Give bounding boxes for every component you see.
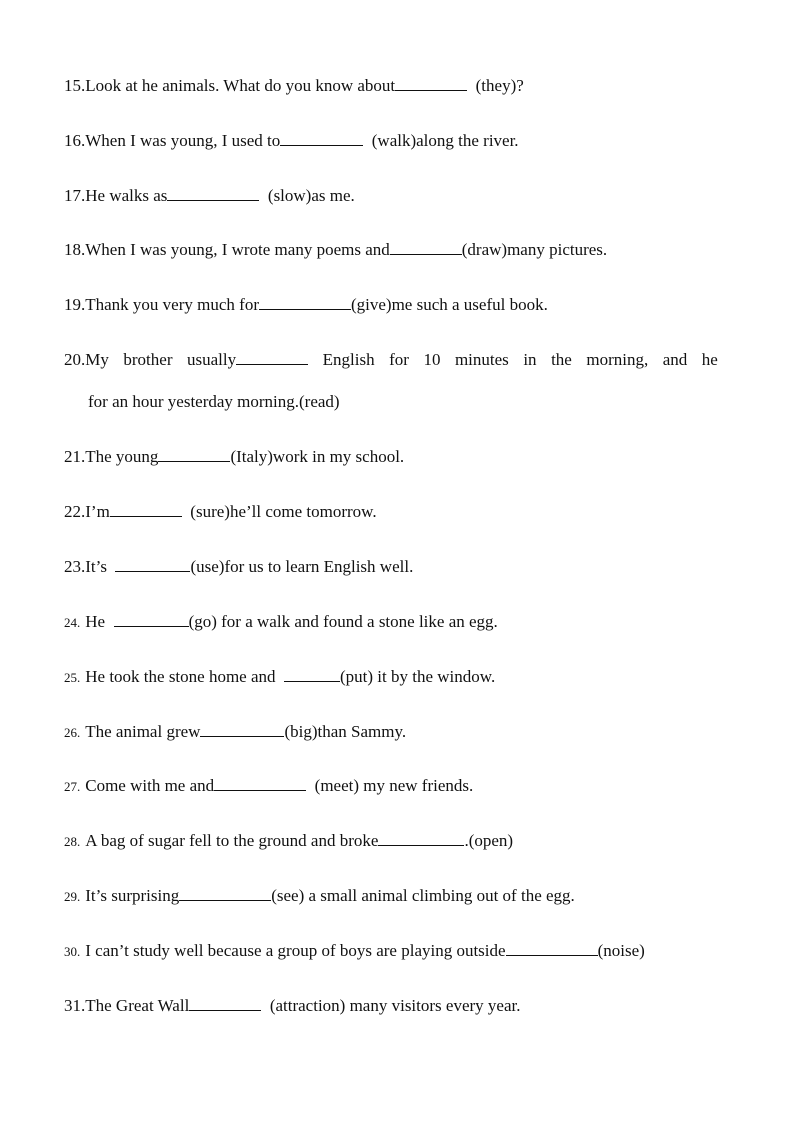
answer-blank[interactable] [390, 240, 462, 255]
question-text-before: It’s surprising [85, 886, 180, 905]
word: in [523, 350, 537, 369]
question-number: 27. [64, 779, 81, 794]
question-27 [64, 776, 724, 797]
question-text-before: I can’t study well because a group of boys are playing outside [85, 941, 506, 960]
question-19 [64, 295, 724, 315]
question-text-after: (use)for us to learn English well. [190, 557, 414, 576]
question-number: 29. [64, 889, 81, 904]
question-text-after: (sure)he’ll come tomorrow. [181, 502, 377, 521]
question-25 [64, 667, 724, 688]
answer-blank[interactable] [236, 350, 308, 365]
question-text-after: (see) a small animal climbing out of the egg. [271, 886, 575, 905]
question-text-before: He [85, 612, 114, 631]
question-number: 26. [64, 725, 81, 740]
question-23 [64, 557, 724, 577]
question-text-before: He took the stone home and [85, 667, 285, 686]
answer-blank[interactable] [378, 831, 464, 846]
question-text-after: (put) it by the window. [340, 667, 496, 686]
answer-blank[interactable] [114, 612, 189, 627]
question-text-before: When I was young, I used to [85, 131, 281, 150]
answer-blank[interactable] [189, 996, 261, 1011]
question-text-after: (Italy)work in my school. [230, 447, 405, 466]
word: usually [187, 350, 237, 369]
question-text-before: Come with me and [85, 776, 215, 795]
question-text-after: .(open) [464, 831, 514, 850]
word: morning, [586, 350, 649, 369]
question-text-after: (meet) my new friends. [306, 776, 474, 795]
question-text-after: (slow)as me. [259, 186, 355, 205]
question-text-before: Look at he animals. What do you know about [85, 76, 396, 95]
question-number: 30. [64, 944, 81, 959]
question-number: 17. [64, 186, 86, 205]
question-text-before: A bag of sugar fell to the ground and broke [85, 831, 379, 850]
question-text-after: (walk)along the river. [363, 131, 519, 150]
question-21 [64, 447, 724, 467]
question-number: 16. [64, 131, 86, 150]
question-text-before: It’s [85, 557, 116, 576]
word: brother [123, 350, 173, 369]
question-26 [64, 722, 724, 743]
question-number: 22. [64, 502, 86, 521]
question-20 [64, 350, 718, 370]
question-text-before: The animal grew [85, 722, 201, 741]
answer-blank[interactable] [395, 76, 467, 91]
answer-blank[interactable] [115, 557, 190, 572]
word: English [322, 350, 375, 369]
question-text-after: (they)? [467, 76, 524, 95]
question-text-before: The young [85, 447, 159, 466]
question-number: 24. [64, 615, 81, 630]
question-number: 28. [64, 834, 81, 849]
question-text-after: (give)me such a useful book. [350, 295, 548, 314]
question-number: 15. [64, 76, 86, 95]
question-29 [64, 886, 724, 907]
question-31 [64, 996, 724, 1016]
answer-blank[interactable] [167, 186, 259, 201]
question-text-before: Thank you very much for [85, 295, 259, 314]
word: he [701, 350, 718, 369]
question-text-before: I’m [85, 502, 110, 521]
answer-blank[interactable] [284, 667, 340, 682]
question-text-after: (draw)many pictures. [461, 240, 608, 259]
question-number: 23. [64, 557, 86, 576]
question-text-after: (noise) [597, 941, 645, 960]
question-28 [64, 831, 724, 852]
question-number: 20. [64, 350, 86, 369]
answer-blank[interactable] [200, 722, 284, 737]
question-number: 21. [64, 447, 86, 466]
question-20-continuation: for an hour yesterday morning.(read) [88, 392, 340, 411]
question-number: 31. [64, 996, 86, 1015]
question-text-after: (big)than Sammy. [284, 722, 407, 741]
word: 10 [423, 350, 441, 369]
word: for [389, 350, 409, 369]
question-16 [64, 131, 724, 151]
word: My [85, 350, 109, 369]
question-text-after: (attraction) many visitors every year. [261, 996, 521, 1015]
question-text-after: (go) for a walk and found a stone like an egg. [188, 612, 498, 631]
question-24 [64, 612, 724, 633]
word: and [662, 350, 688, 369]
question-22 [64, 502, 724, 522]
answer-blank[interactable] [506, 941, 598, 956]
question-17 [64, 186, 724, 206]
answer-blank[interactable] [280, 131, 363, 146]
question-18 [64, 240, 724, 260]
answer-blank[interactable] [158, 447, 230, 462]
answer-blank[interactable] [259, 295, 351, 310]
word: minutes [454, 350, 509, 369]
answer-blank[interactable] [179, 886, 271, 901]
question-30 [64, 941, 724, 962]
question-20-first-word [64, 350, 109, 370]
question-15 [64, 76, 724, 96]
word: the [551, 350, 572, 369]
question-text-before: The Great Wall [85, 996, 190, 1015]
question-text-before: He walks as [85, 186, 168, 205]
question-20-blank-group [187, 350, 308, 370]
question-number: 18. [64, 240, 86, 259]
answer-blank[interactable] [110, 502, 182, 517]
question-text-before: When I was young, I wrote many poems and [85, 240, 390, 259]
answer-blank[interactable] [214, 776, 306, 791]
question-number: 25. [64, 670, 81, 685]
question-number: 19. [64, 295, 86, 314]
